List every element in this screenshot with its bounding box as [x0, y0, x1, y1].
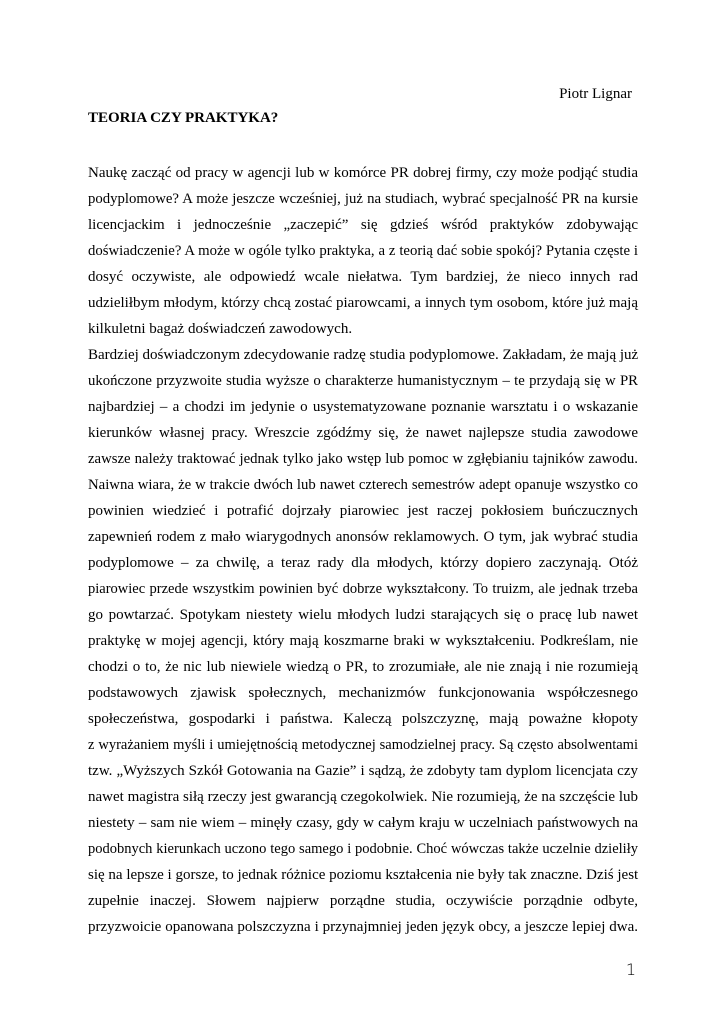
text-line: się na lepsze i gorsze, to jednak różnice poziomu kształcenia nie były tak znaczne. Dziś jest [88, 867, 639, 883]
text-line: przyzwoicie opanowana polszczyzna i przynajmniej jeden język obcy, a jeszcze lepiej dwa. [88, 919, 638, 935]
text-line: go powtarzać. Spotykam niestety wielu młodych ludzi starających się o pracę lub nawet [88, 607, 638, 623]
text-line: zupełnie inaczej. Słowem najpierw porządne studia, oczywiście porządnie odbyte, [88, 893, 638, 909]
text-line: kilkuletni bagaż doświadczeń zawodowych. [88, 321, 353, 337]
text-line: dosyć oczywiste, ale odpowiedź wcale niełatwa. Tym bardziej, że nieco innych rad [88, 269, 638, 285]
text-line: zawsze należy traktować jednak tylko jako wstęp lub pomoc w zgłębianiu tajników zawodu. [88, 451, 638, 467]
article-body [88, 160, 638, 940]
text-line: praktykę w mojej agencji, który mają koszmarne braki w wykształceniu. Podkreślam, nie [88, 633, 638, 649]
text-line: Bardziej doświadczonym zdecydowanie radzę studia podyplomowe. Zakładam, że mają już [88, 347, 639, 363]
text-line: ukończone przyzwoite studia wyższe o charakterze humanistycznym – te przydają się w PR [88, 373, 638, 389]
text-line: społeczeństwa, gospodarki i państwa. Kaleczą polszczyznę, mają poważne kłopoty [88, 711, 638, 727]
text-line: Naiwna wiara, że w trakcie dwóch lub nawet czterech semestrów adept opanuje wszystko co [88, 477, 638, 493]
text-line: doświadczenie? A może w ogóle tylko praktyka, a z teorią dać sobie spokój? Pytania częste i [88, 243, 638, 259]
article-title: TEORIA CZY PRAKTYKA? [88, 110, 279, 126]
text-line: tzw. „Wyższych Szkół Gotowania na Gazie” i sądzą, że zdobyty tam dyplom licencjata czy [88, 763, 638, 779]
text-line: podyplomowe – za chwilę, a teraz rady dla młodych, którzy dopiero zaczynają. Otóż [88, 555, 638, 571]
text-line: niestety – sam nie wiem – minęły czasy, gdy w całym kraju w uczelniach państwowych na [88, 815, 638, 831]
text-line: kierunków własnej pracy. Wreszcie zgódźmy się, że nawet najlepsze studia zawodowe [88, 425, 638, 441]
text-line: piarowiec przede wszystkim powinien być dobrze wykształcony. To truizm, ale jednak trzeba [88, 581, 638, 597]
text-line: powinien wiedzieć i potrafić dojrzały piarowiec jest raczej pokłosiem buńczucznych [88, 503, 638, 519]
text-line: podstawowych zjawisk społecznych, mechanizmów funkcjonowania współczesnego [88, 685, 638, 701]
text-line: zapewnień rodem z mało wiarygodnych anonsów reklamowych. O tym, jak wybrać studia [88, 529, 638, 545]
text-line: chodzi o to, że nic lub niewiele wiedzą o PR, to zrozumiałe, ale nie znają i nie rozumieją [88, 659, 638, 675]
page-number: 1 [625, 960, 636, 979]
text-line: licencjackim i jednocześnie „zaczepić” się gdzieś wśród praktyków zdobywając [88, 217, 638, 233]
author-name: Piotr Lignar [559, 86, 632, 102]
text-line: z wyrażaniem myśli i umiejętnością metodycznej samodzielnej pracy. Są często absolwentami [88, 737, 638, 753]
text-line: najbardziej – a chodzi im jedynie o usystematyzowane poznanie warsztatu i o wskazanie [88, 399, 638, 415]
text-line: udzieliłbym młodym, którzy chcą zostać piarowcami, a innych tym osobom, które już mają [88, 295, 638, 311]
text-line: nawet magistra siłą rzeczy jest gwarancją czegokolwiek. Nie rozumieją, że na szczęście lub [88, 789, 638, 805]
text-line: Naukę zacząć od pracy w agencji lub w komórce PR dobrej firmy, czy może podjąć studia [88, 165, 638, 181]
text-line: podobnych kierunkach uczono tego samego i podobnie. Choć wówczas także uczelnie dzieliły [88, 841, 638, 857]
text-line: podyplomowe? A może jeszcze wcześniej, już na studiach, wybrać specjalność PR na kursie [88, 191, 638, 207]
